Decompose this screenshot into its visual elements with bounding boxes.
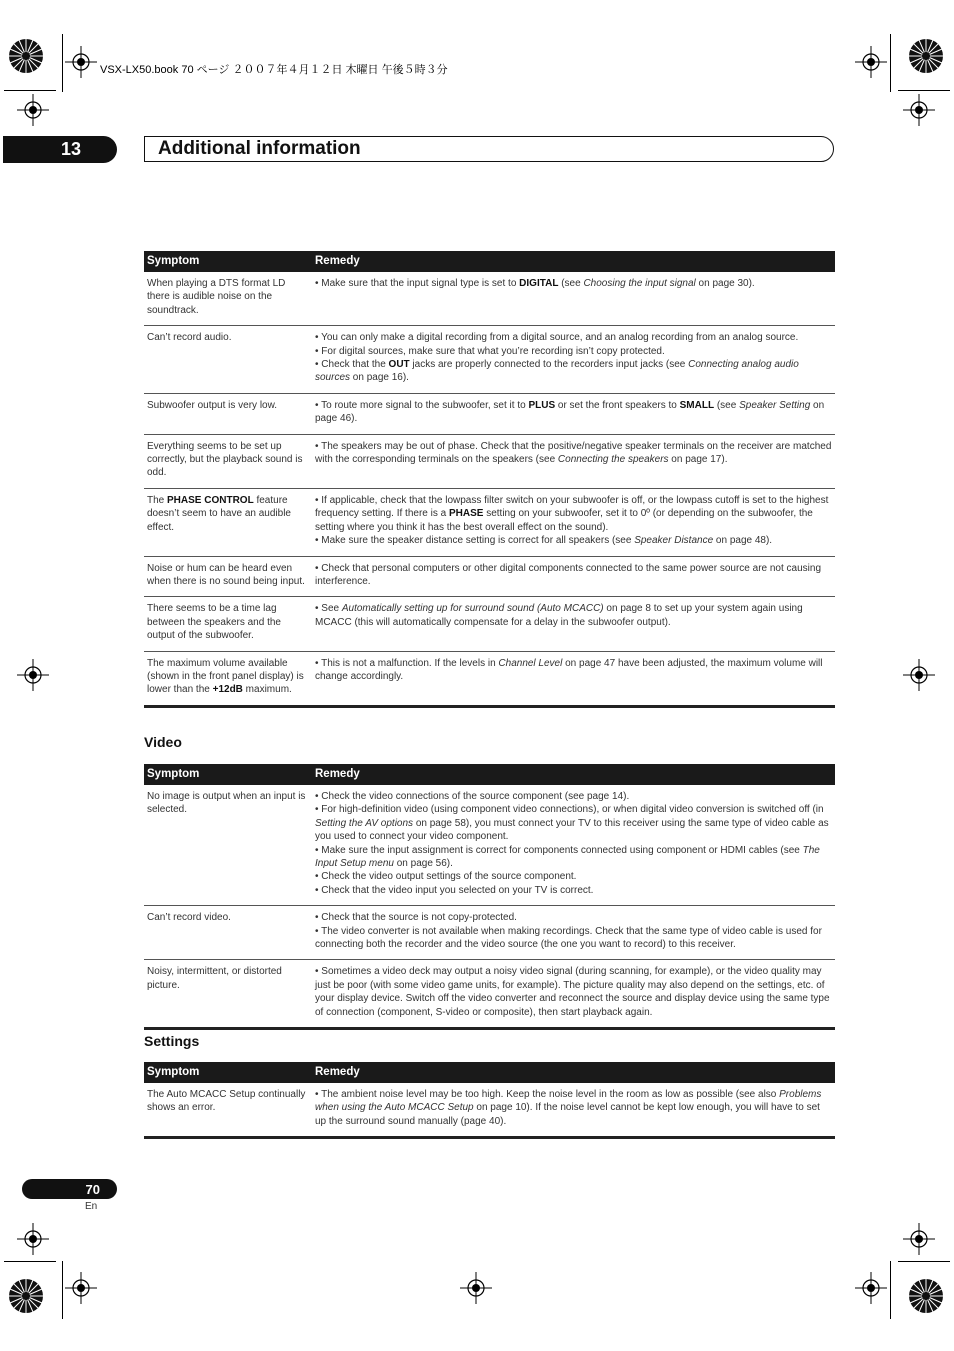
symptom-cell: No image is output when an input is selected. — [144, 785, 312, 906]
file-info-line: VSX-LX50.book 70 ページ ２００７年４月１２日 木曜日 午後５時３分 — [100, 64, 448, 76]
symptom-cell: Noisy, intermittent, or distorted picture. — [144, 960, 312, 1029]
symptom-cell: Noise or hum can be heard even when there is no sound being input. — [144, 556, 312, 597]
remedy-cell: • If applicable, check that the lowpass filter switch on your subwoofer is off, or the lowpass cutoff is set to the highest frequency setting. If there is a PHASE setting on your subwoofer, set it to 0º (or depending on the subwoofer, the setting where you think it has the best overall effect on the sound). • Make sure the speaker distance setting is correct for all speakers (see Speaker Distance on page 48). — [312, 488, 835, 556]
registration-crosshair-icon — [65, 1272, 97, 1304]
chapter-number: 13 — [60, 139, 82, 159]
table-row — [144, 906, 835, 960]
crop-line — [890, 34, 891, 92]
remedy-cell: • Check that personal computers or other digital components connected to the same power source are not causing interference. — [312, 556, 835, 597]
registration-crosshair-icon — [855, 1272, 887, 1304]
crop-line — [898, 90, 950, 91]
symptom-cell: Subwoofer output is very low. — [144, 393, 312, 434]
table-row — [144, 488, 835, 556]
troubleshooting-table — [144, 251, 835, 708]
crop-line — [898, 1261, 950, 1262]
chapter-number-tab — [3, 136, 117, 163]
remedy-cell: • The speakers may be out of phase. Check that the positive/negative speaker terminals on the receiver are matched with the corresponding terminals on the speakers (see Connecting the speakers on page 17). — [312, 434, 835, 488]
remedy-cell: • You can only make a digital recording from a digital source, and an analog recording from an analog source. • For digital sources, make sure that what you’re recording isn’t copy protected. • Check that the OUT jacks are properly connected to the recorders input jacks (see Connecting analog audio sources on page 16). — [312, 326, 835, 394]
registration-crosshair-icon — [17, 1223, 49, 1255]
remedy-cell: • Check the video connections of the source component (see page 14). • For high-definition video (using component video connections), or when digital video conversion is switched off (in Setting the AV options on page 58), you must connect your TV to this receiver using the same type of video cable as you used to connect your video component. • Make sure the input assignment is correct for components connected using component or HDMI cables (see The Input Setup menu on page 56). • Check the video output settings of the source component. • Check that the video input you selected on your TV is correct. — [312, 785, 835, 906]
table-row — [144, 326, 835, 394]
symptom-cell: Can’t record audio. — [144, 326, 312, 394]
registration-star-icon — [908, 38, 944, 74]
symptom-cell: Can’t record video. — [144, 906, 312, 960]
symptom-column-header: Symptom — [144, 251, 312, 272]
remedy-cell: • Make sure that the input signal type is set to DIGITAL (see Choosing the input signal on page 30). — [312, 272, 835, 326]
registration-crosshair-icon — [65, 46, 97, 78]
chapter-title: Additional information — [158, 138, 361, 159]
registration-crosshair-icon — [903, 94, 935, 126]
table-row — [144, 556, 835, 597]
crop-line — [4, 90, 56, 91]
table-row — [144, 272, 835, 326]
section-heading-video: Video — [144, 734, 182, 750]
page-number-tab — [22, 1179, 117, 1199]
registration-star-icon — [8, 38, 44, 74]
remedy-column-header: Remedy — [312, 764, 835, 785]
registration-crosshair-icon — [17, 94, 49, 126]
registration-crosshair-icon — [903, 1223, 935, 1255]
page-language: En — [85, 1201, 98, 1212]
crop-line — [890, 1261, 891, 1319]
table-row — [144, 393, 835, 434]
registration-crosshair-icon — [903, 659, 935, 691]
remedy-cell: • See Automatically setting up for surround sound (Auto MCACC) on page 8 to set up your system again using MCACC (this will automatically compensate for a delay in the subwoofer output). — [312, 597, 835, 651]
remedy-column-header: Remedy — [312, 1062, 835, 1083]
table-row — [144, 785, 835, 906]
symptom-cell: There seems to be a time lag between the speakers and the output of the subwoofer. — [144, 597, 312, 651]
symptom-column-header: Symptom — [144, 764, 312, 785]
remedy-cell: • Check that the source is not copy-protected. • The video converter is not available when making recordings. Check that the same type of video cable is used for connecting both the recorder and the video source (the one you want to record) to this receiver. — [312, 906, 835, 960]
chapter-title-box — [144, 136, 834, 162]
remedy-cell: • The ambient noise level may be too high. Keep the noise level in the room as low as possible (see also Problems when using the Auto MCACC Setup on page 10). If the noise level cannot be kept low enough, you will have to set up the surround sound manually (page 40). — [312, 1083, 835, 1138]
symptom-cell: The maximum volume available (shown in the front panel display) is lower than the +12dB maximum. — [144, 651, 312, 706]
remedy-cell: • To route more signal to the subwoofer, set it to PLUS or set the front speakers to SMALL (see Speaker Setting on page 46). — [312, 393, 835, 434]
troubleshooting-table — [144, 1062, 835, 1139]
crop-line — [62, 34, 63, 92]
section-heading-settings: Settings — [144, 1033, 200, 1049]
symptom-cell: The Auto MCACC Setup continually shows an error. — [144, 1083, 312, 1138]
remedy-column-header: Remedy — [312, 251, 835, 272]
registration-star-icon — [8, 1278, 44, 1314]
registration-crosshair-icon — [460, 1272, 492, 1304]
table-row — [144, 597, 835, 651]
troubleshooting-section-settings — [144, 1062, 835, 1139]
registration-crosshair-icon — [17, 659, 49, 691]
table-row — [144, 651, 835, 706]
symptom-column-header: Symptom — [144, 1062, 312, 1083]
troubleshooting-section-general — [144, 251, 835, 708]
page-number: 70 — [85, 1181, 100, 1197]
remedy-cell: • Sometimes a video deck may output a noisy video signal (during scanning, for example), or the video quality may just be poor (with some video game units, for example). The picture quality may also depend on the settings, etc. of your display device. Switch off the video converter and reconnect the source and display device using the same type of connection (component, S-video or composite), then start playback again. — [312, 960, 835, 1029]
registration-crosshair-icon — [855, 46, 887, 78]
table-row — [144, 1083, 835, 1138]
troubleshooting-table — [144, 764, 835, 1030]
crop-line — [62, 1261, 63, 1319]
remedy-cell: • This is not a malfunction. If the levels in Channel Level on page 47 have been adjusted, the maximum volume will change accordingly. — [312, 651, 835, 706]
symptom-cell: When playing a DTS format LD there is audible noise on the soundtrack. — [144, 272, 312, 326]
crop-line — [4, 1261, 56, 1262]
symptom-cell: The PHASE CONTROL feature doesn’t seem to have an audible effect. — [144, 488, 312, 556]
registration-star-icon — [908, 1278, 944, 1314]
symptom-cell: Everything seems to be set up correctly, but the playback sound is odd. — [144, 434, 312, 488]
table-row — [144, 434, 835, 488]
table-row — [144, 960, 835, 1029]
troubleshooting-section-video — [144, 764, 835, 1030]
